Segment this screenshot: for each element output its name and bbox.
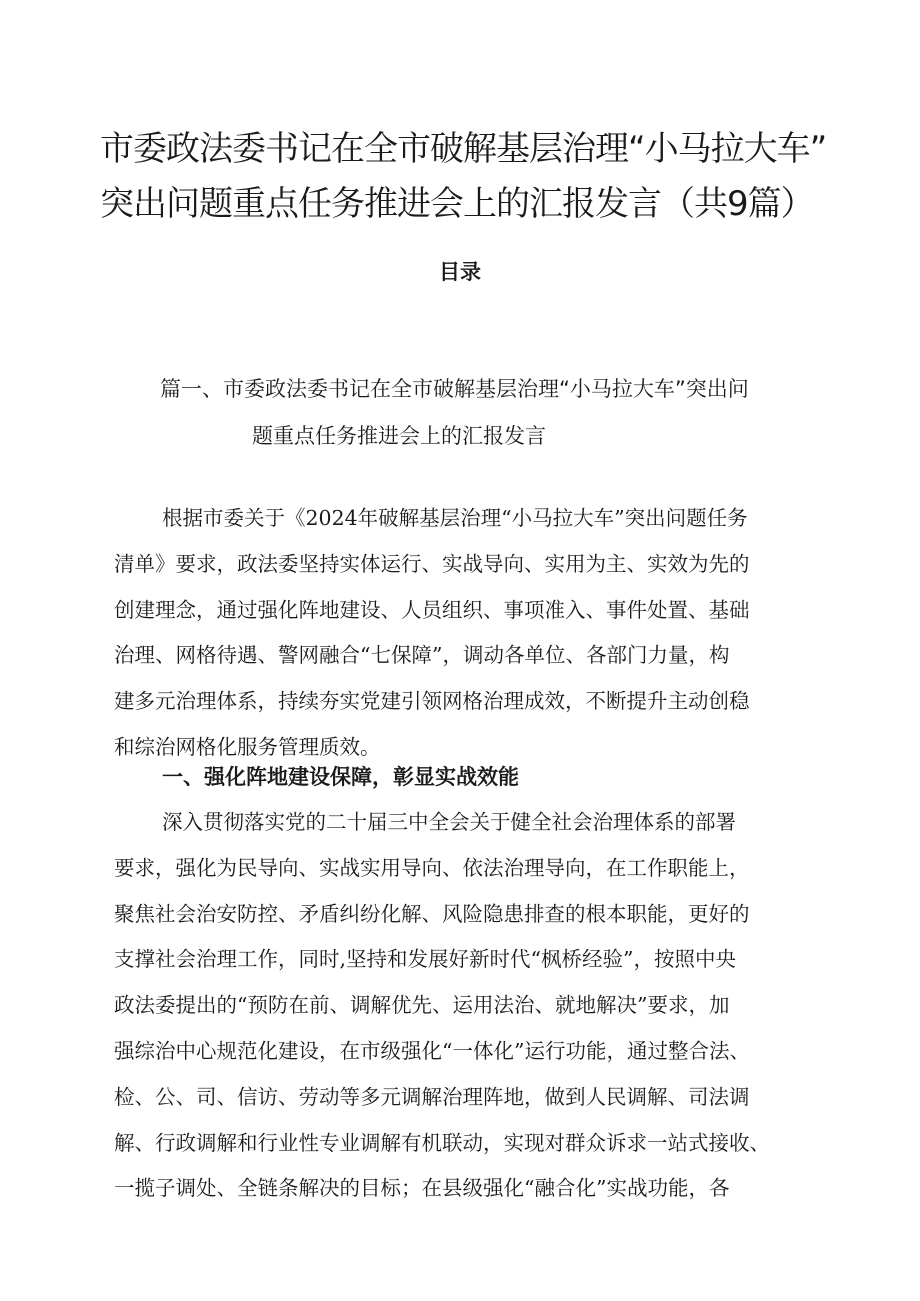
paragraph-line: 和综治网格化服务管理质效。 (114, 734, 381, 759)
paragraph-line: 治理、网格待遇、警网融合“七保障”，调动各单位、各部门力量，构 (114, 643, 730, 668)
paragraph-line: 要求，强化为民导向、实战实用导向、依法治理导向，在工作职能上， (114, 855, 750, 880)
paragraph-line: 支撑社会治理工作，同时,坚持和发展好新时代“枫桥经验”，按照中央 (114, 947, 736, 972)
paragraph-line: 解、行政调解和行业性专业调解有机联动，实现对群众诉求一站式接收、 (114, 1130, 770, 1155)
document-title (100, 122, 830, 232)
toc-entry-1-line-1: 篇一、市委政法委书记在全市破解基层治理“小马拉大车”突出问 (160, 377, 749, 401)
paragraph-line: 检、公、司、信访、劳动等多元调解治理阵地，做到人民调解、司法调 (114, 1084, 750, 1109)
toc-entry-1[interactable] (160, 366, 850, 460)
paragraph-section-1 (114, 800, 844, 1212)
paragraph-intro (114, 496, 844, 771)
paragraph-line: 强综治中心规范化建设，在市级强化“一体化”运行功能，通过整合法、 (114, 1038, 750, 1063)
paragraph-line: 根据市委关于《2024年破解基层治理“小马拉大车”突出问题任务 (162, 506, 748, 530)
document-title-line-2: 突出问题重点任务推进会上的汇报发言（共9篇） (100, 184, 814, 224)
paragraph-line: 政法委提出的“预防在前、调解优先、运用法治、就地解决”要求，加 (114, 993, 730, 1018)
paragraph-line: 聚焦社会治安防控、矛盾纠纷化解、风险隐患排查的根本职能，更好的 (114, 901, 750, 926)
paragraph-line: 建多元治理体系，持续夯实党建引领网格治理成效，不断提升主动创稳 (114, 689, 750, 714)
paragraph-line: 创建理念，通过强化阵地建设、人员组织、事项准入、事件处置、基础 (114, 597, 750, 622)
toc-entry-1-line-2: 题重点任务推进会上的汇报发言 (252, 424, 546, 448)
document-title-line-1: 市委政法委书记在全市破解基层治理“小马拉大车” (100, 129, 827, 169)
paragraph-line: 深入贯彻落实党的二十届三中全会关于健全社会治理体系的部署 (162, 810, 736, 834)
toc-heading: 目录 (439, 260, 481, 284)
paragraph-line: 清单》要求，政法委坚持实体运行、实战导向、实用为主、实效为先的 (114, 551, 750, 576)
section-heading-1: 一、强化阵地建设保障，彰显实战效能 (162, 765, 519, 789)
paragraph-line: 一揽子调处、全链条解决的目标；在县级强化“融合化”实战功能，各 (114, 1176, 730, 1201)
